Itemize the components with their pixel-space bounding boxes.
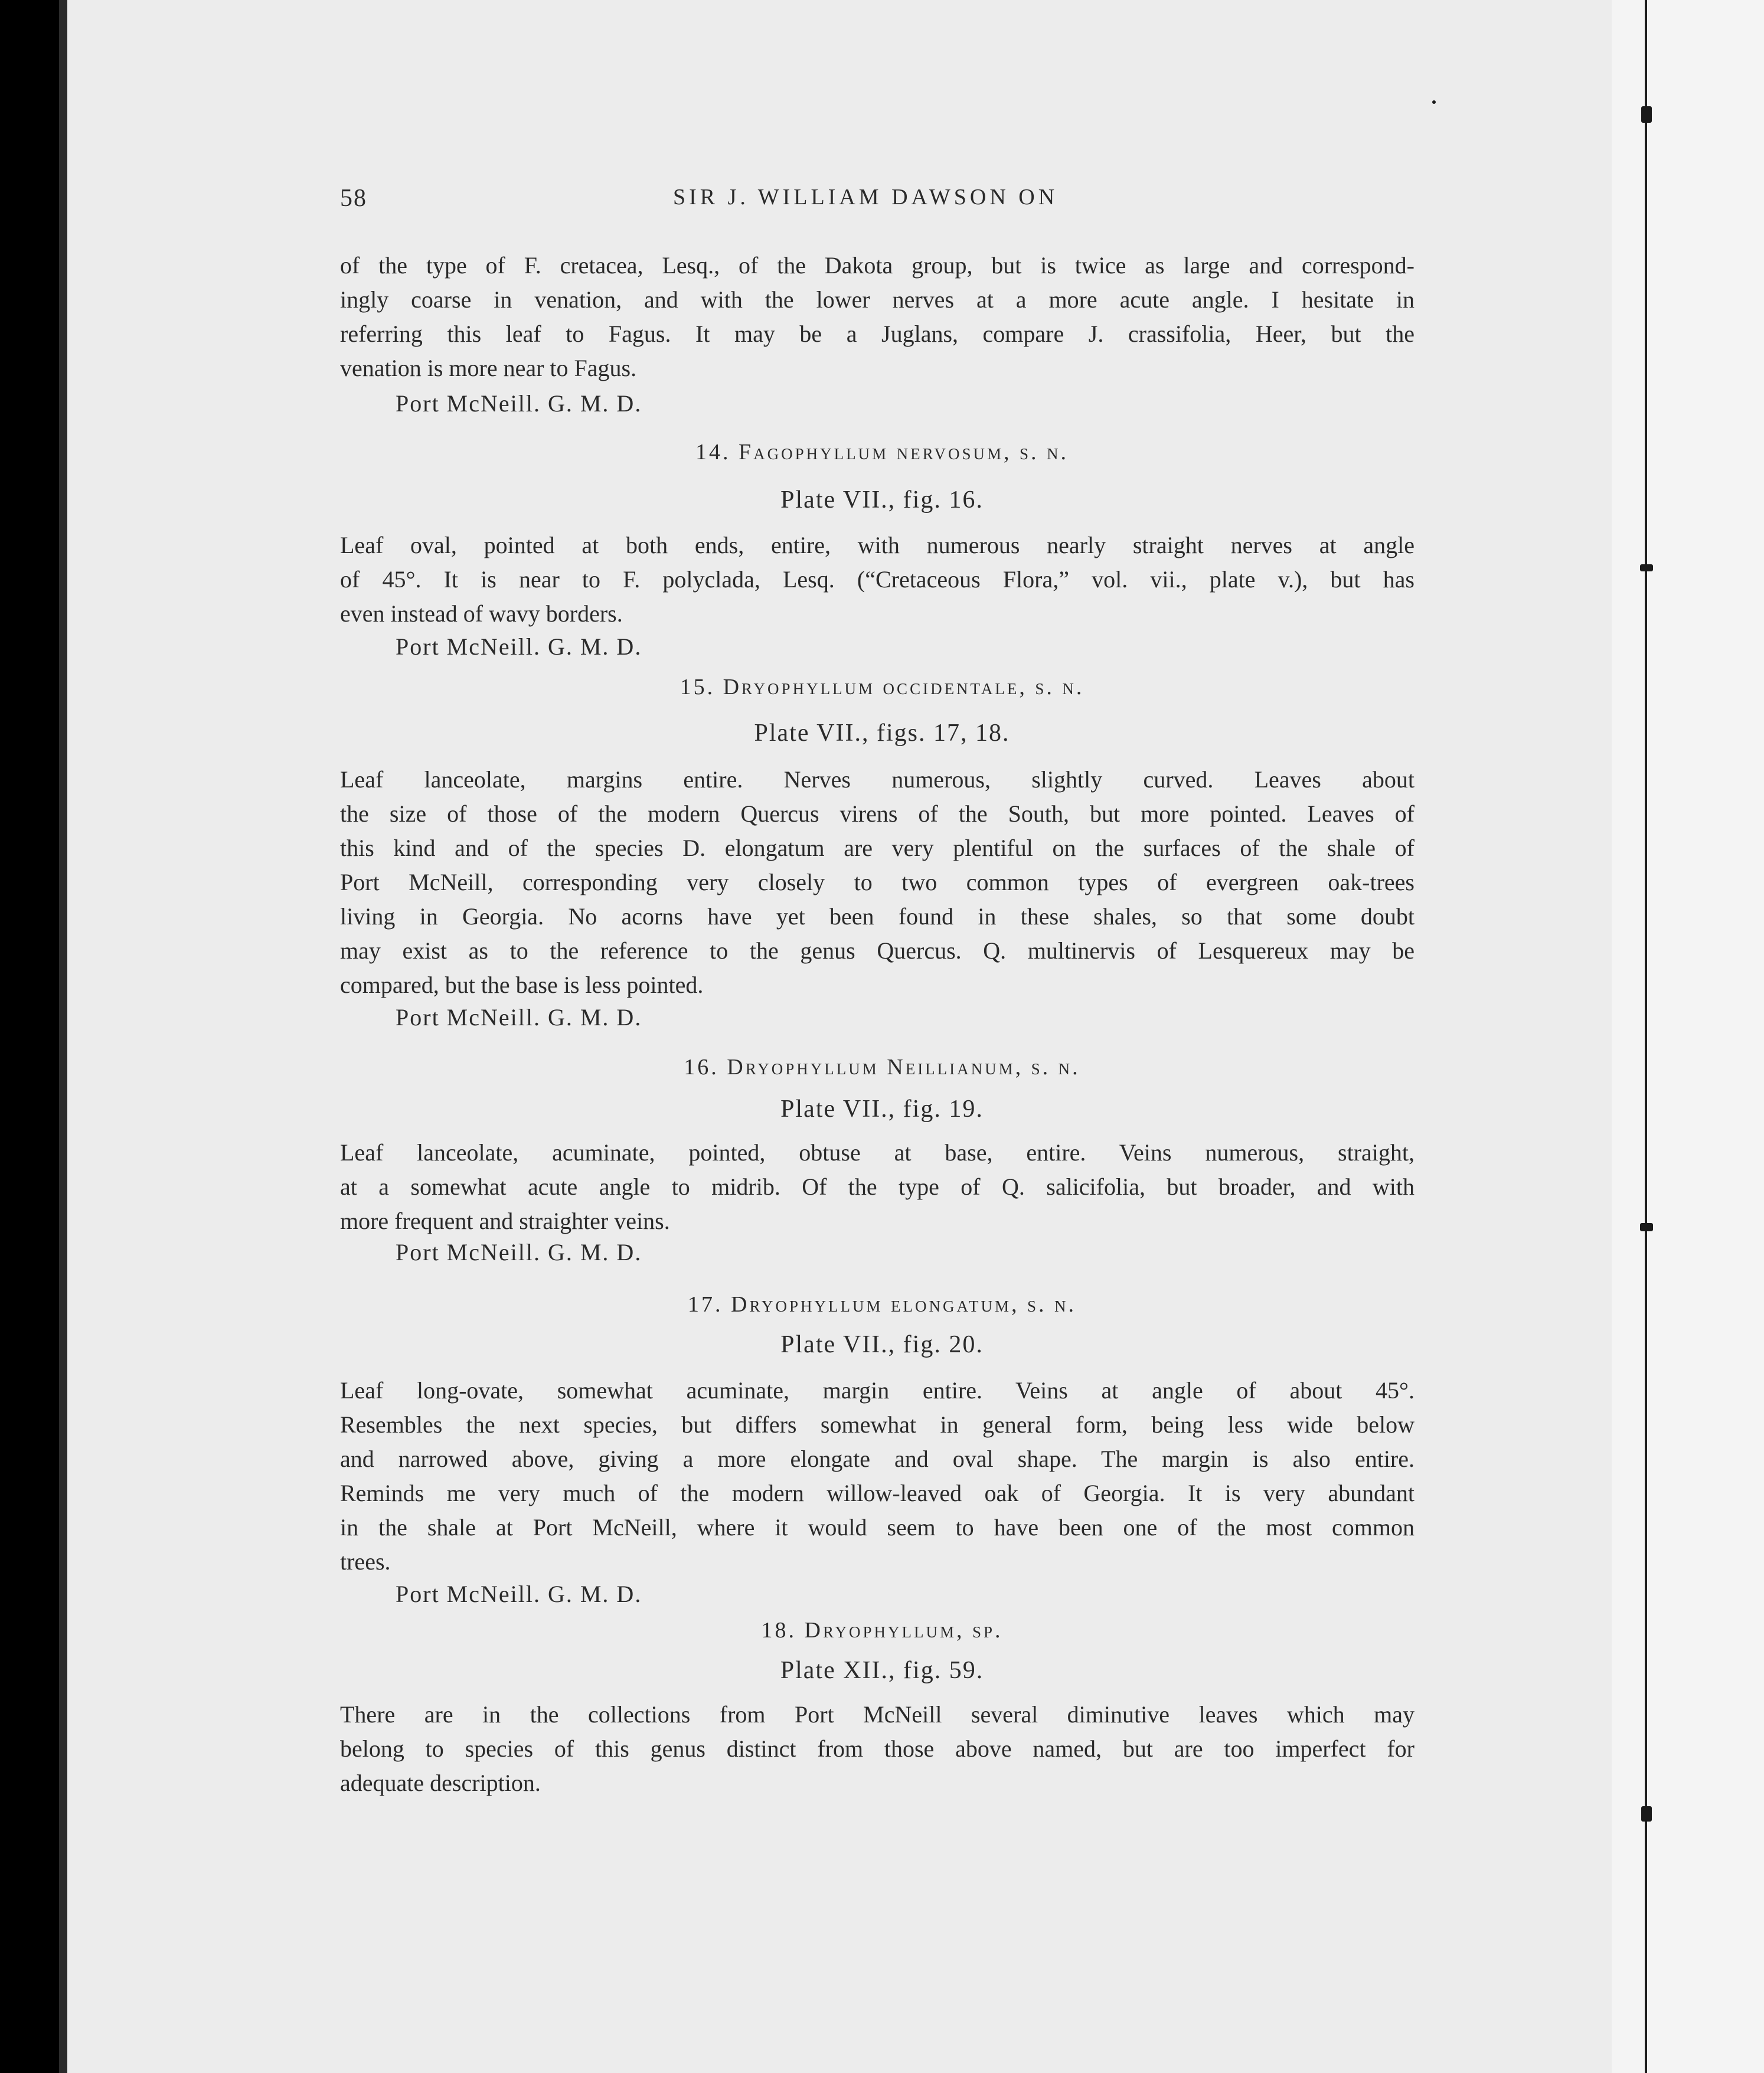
running-title: SIR J. WILLIAM DAWSON ON: [673, 185, 1059, 210]
species-description: [340, 1374, 1415, 1579]
species-description: [340, 528, 1415, 631]
intro-paragraph: [340, 249, 1415, 385]
binding-mark: [1641, 1806, 1652, 1822]
species-heading: 15. Dryophyllum occidentale, s. n.: [680, 675, 1084, 699]
species-heading: 18. Dryophyllum, sp.: [761, 1618, 1003, 1643]
plate-reference: Plate VII., fig. 16.: [780, 486, 984, 514]
page-binding-line: [1645, 0, 1647, 2073]
text-line: belong to species of this genus distinct from those above named, but are too imperfect for: [340, 1735, 1415, 1762]
text-line: There are in the collections from Port McNeill several diminutive leaves which may: [340, 1701, 1415, 1728]
locality-line: Port McNeill. G. M. D.: [396, 633, 642, 660]
locality-line: Port McNeill. G. M. D.: [396, 1581, 642, 1607]
species-heading: 17. Dryophyllum elongatum, s. n.: [688, 1292, 1076, 1317]
text-line: venation is more near to Fagus.: [340, 355, 637, 381]
species-description: [340, 763, 1415, 1002]
text-line: Resembles the next species, but differs somewhat in general form, being less wide below: [340, 1411, 1415, 1438]
locality-line: Port McNeill. G. M. D.: [396, 1004, 642, 1031]
text-line: may exist as to the reference to the genus Quercus. Q. multinervis of Lesquereux may be: [340, 937, 1415, 964]
text-line: adequate description.: [340, 1770, 541, 1796]
text-line: Leaf oval, pointed at both ends, entire, with numerous nearly straight nerves at angle: [340, 532, 1415, 558]
scan-left-border: [0, 0, 59, 2073]
binding-mark: [1641, 106, 1652, 123]
text-line: Leaf lanceolate, margins entire. Nerves numerous, slightly curved. Leaves about: [340, 766, 1415, 793]
species-heading: 14. Fagophyllum nervosum, s. n.: [695, 440, 1069, 465]
plate-reference: Plate VII., fig. 20.: [780, 1331, 984, 1358]
locality-line: Port McNeill. G. M. D.: [396, 1239, 642, 1266]
page-number: 58: [340, 185, 367, 212]
text-line: in the shale at Port McNeill, where it would seem to have been one of the most common: [340, 1514, 1415, 1541]
text-line: trees.: [340, 1548, 391, 1575]
text-line: Reminds me very much of the modern willow-leaved oak of Georgia. It is very abundant: [340, 1480, 1415, 1506]
plate-reference: Plate XII., fig. 59.: [780, 1657, 984, 1684]
text-line: more frequent and straighter veins.: [340, 1208, 670, 1234]
binding-mark: [1640, 564, 1653, 571]
text-line: even instead of wavy borders.: [340, 600, 623, 627]
text-line: referring this leaf to Fagus. It may be a Juglans, compare J. crassifolia, Heer, but the: [340, 321, 1415, 347]
text-line: and narrowed above, giving a more elongate and oval shape. The margin is also entire.: [340, 1446, 1415, 1472]
scan-right-margin: [1612, 0, 1764, 2073]
text-line: this kind and of the species D. elongatum are very plentiful on the surfaces of the shale of: [340, 835, 1415, 861]
text-line: compared, but the base is less pointed.: [340, 972, 704, 998]
binding-mark: [1640, 1223, 1653, 1231]
text-line: ingly coarse in venation, and with the lower nerves at a more acute angle. I hesitate in: [340, 286, 1415, 313]
text-line: Leaf long-ovate, somewhat acuminate, margin entire. Veins at angle of about 45°.: [340, 1377, 1415, 1404]
speck: [1432, 100, 1436, 104]
species-heading: 16. Dryophyllum Neillianum, s. n.: [684, 1055, 1080, 1080]
text-line: at a somewhat acute angle to midrib. Of the type of Q. salicifolia, but broader, and with: [340, 1173, 1415, 1200]
plate-reference: Plate VII., figs. 17, 18.: [754, 720, 1010, 747]
text-line: Leaf lanceolate, acuminate, pointed, obtuse at base, entire. Veins numerous, straight,: [340, 1139, 1415, 1166]
text-line: Port McNeill, corresponding very closely to two common types of evergreen oak-trees: [340, 869, 1415, 895]
locality-line: Port McNeill. G. M. D.: [396, 390, 642, 417]
text-line: of 45°. It is near to F. polyclada, Lesq. (“Cretaceous Flora,” vol. vii., plate v.), but has: [340, 566, 1415, 593]
text-line: of the type of F. cretacea, Lesq., of the Dakota group, but is twice as large and correspond-: [340, 252, 1415, 279]
species-description: [340, 1136, 1415, 1238]
text-line: the size of those of the modern Quercus virens of the South, but more pointed. Leaves of: [340, 800, 1415, 827]
species-description: [340, 1698, 1415, 1800]
text-line: living in Georgia. No acorns have yet been found in these shales, so that some doubt: [340, 903, 1415, 930]
plate-reference: Plate VII., fig. 19.: [780, 1096, 984, 1123]
page-edge-shadow: [59, 0, 67, 2073]
